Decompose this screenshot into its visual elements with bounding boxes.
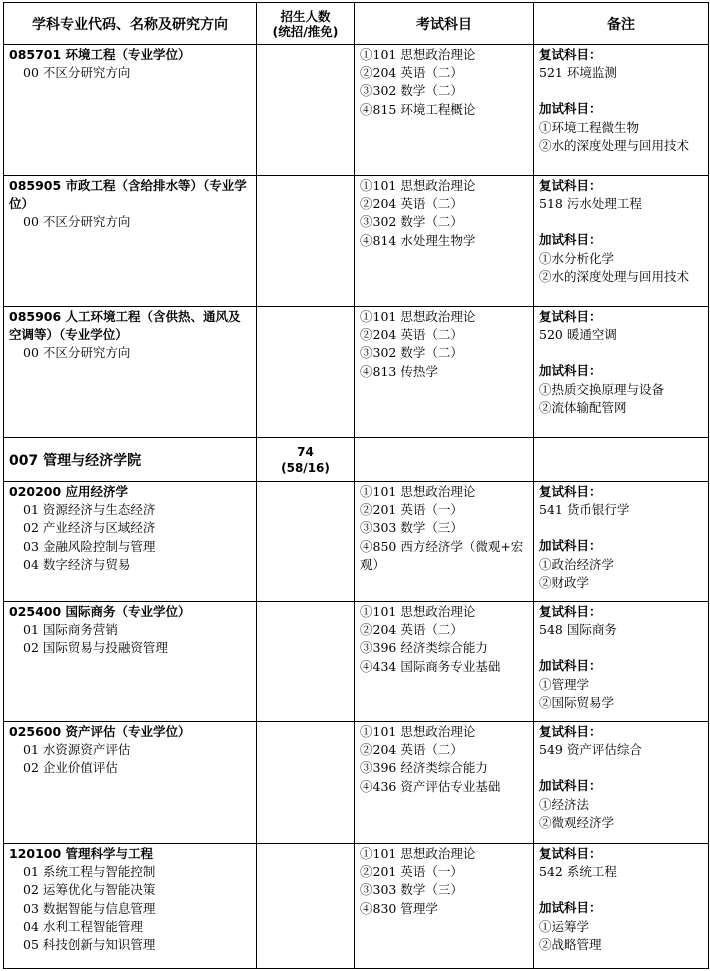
notes-cell <box>534 602 709 722</box>
research-direction: 00 不区分研究方向 <box>23 214 131 230</box>
exam-subject: ③303 数学（三） <box>360 520 463 536</box>
program-cell <box>4 307 257 438</box>
research-direction: 01 水资源资产评估 <box>23 742 131 758</box>
exam-subject: ③396 经济类综合能力 <box>360 760 488 776</box>
header-quota-line2: (统招/推免) <box>272 23 339 39</box>
extra-subject: ①经济法 <box>539 796 590 812</box>
exam-subject: ③396 经济类综合能力 <box>360 640 488 656</box>
research-direction: 04 数字经济与贸易 <box>23 556 131 572</box>
exam-subject: ④814 水处理生物学 <box>360 232 476 248</box>
research-direction: 01 资源经济与生态经济 <box>23 502 156 518</box>
program-name: 085701 环境工程（专业学位） <box>9 47 191 62</box>
exam-subject: ①101 思想政治理论 <box>360 846 476 861</box>
retest-label: 复试科目： <box>539 309 602 324</box>
research-direction: 02 企业价值评估 <box>23 760 118 776</box>
exam-subject: ②204 英语（二） <box>360 196 463 212</box>
quota-cell <box>257 482 355 602</box>
table-row <box>4 482 709 602</box>
notes-gap <box>539 639 704 657</box>
exam-cell <box>355 602 534 722</box>
exam-subject: ①101 思想政治理论 <box>360 47 476 62</box>
extra-subject: ②水的深度处理与回用技术 <box>539 268 690 284</box>
retest-label: 复试科目： <box>539 178 602 193</box>
header-row <box>4 3 709 45</box>
extra-subject: ②流体输配管网 <box>539 399 627 415</box>
exam-subject: ③302 数学（二） <box>360 214 463 230</box>
header-program: 学科专业代码、名称及研究方向 <box>4 3 257 45</box>
table-row <box>4 722 709 844</box>
extra-label: 加试科目： <box>539 538 602 554</box>
research-direction: 00 不区分研究方向 <box>23 345 131 361</box>
retest-subject: 541 货币银行学 <box>539 502 630 518</box>
exam-subject: ④813 传热学 <box>360 363 438 379</box>
table-row <box>4 176 709 307</box>
extra-subject: ②财政学 <box>539 574 590 590</box>
extra-subject: ①运筹学 <box>539 918 590 934</box>
research-direction: 02 产业经济与区域经济 <box>23 520 156 536</box>
quota-cell <box>257 176 355 307</box>
exam-subject: ④436 资产评估专业基础 <box>360 778 501 794</box>
quota-cell <box>257 45 355 176</box>
extra-label: 加试科目： <box>539 363 602 379</box>
school-name: 007 管理与经济学院 <box>9 452 142 469</box>
exam-subject: ③302 数学（二） <box>360 83 463 99</box>
research-direction: 01 系统工程与智能控制 <box>23 864 156 880</box>
table-body-b <box>4 482 709 969</box>
notes-cell <box>534 45 709 176</box>
exam-subject: ①101 思想政治理论 <box>360 178 476 193</box>
program-name: 085906 人工环境工程（含供热、通风及空调等）（专业学位） <box>9 309 241 343</box>
program-name: 085905 市政工程（含给排水等）（专业学位） <box>9 178 247 212</box>
research-direction: 03 数据智能与信息管理 <box>23 900 156 916</box>
notes-gap <box>539 213 704 231</box>
research-direction: 04 水利工程智能管理 <box>23 918 143 934</box>
notes-cell <box>534 844 709 969</box>
retest-subject: 520 暖通空调 <box>539 327 617 343</box>
exam-subject: ①101 思想政治理论 <box>360 724 476 739</box>
exam-subject: ④850 西方经济学（微观+宏观） <box>360 538 524 572</box>
retest-label: 复试科目： <box>539 47 602 62</box>
research-direction: 01 国际商务营销 <box>23 622 118 638</box>
extra-subject: ①水分析化学 <box>539 250 615 266</box>
extra-label: 加试科目： <box>539 232 602 248</box>
retest-label: 复试科目： <box>539 484 602 499</box>
research-direction: 00 不区分研究方向 <box>23 65 131 81</box>
research-direction: 05 科技创新与知识管理 <box>23 937 156 953</box>
exam-cell <box>355 307 534 438</box>
notes-gap <box>539 759 704 777</box>
program-cell <box>4 176 257 307</box>
exam-subject: ③303 数学（三） <box>360 882 463 898</box>
exam-cell <box>355 844 534 969</box>
retest-subject: 518 污水处理工程 <box>539 196 642 212</box>
program-name: 120100 管理科学与工程 <box>9 846 154 861</box>
notes-cell <box>534 722 709 844</box>
retest-subject: 542 系统工程 <box>539 864 617 880</box>
extra-label: 加试科目： <box>539 778 602 794</box>
exam-subject: ④434 国际商务专业基础 <box>360 658 501 674</box>
school-quota-cell <box>257 438 355 482</box>
table-row <box>4 45 709 176</box>
school-quota-total: 74 <box>297 444 314 459</box>
extra-subject: ①热质交换原理与设备 <box>539 381 665 397</box>
extra-subject: ②国际贸易学 <box>539 694 615 710</box>
exam-cell <box>355 482 534 602</box>
notes-gap <box>539 519 704 537</box>
program-name: 025600 资产评估（专业学位） <box>9 724 191 739</box>
extra-subject: ①政治经济学 <box>539 556 615 572</box>
quota-cell <box>257 307 355 438</box>
header-quota-line1: 招生人数 <box>280 8 331 24</box>
notes-cell <box>534 307 709 438</box>
extra-label: 加试科目： <box>539 900 602 916</box>
header-exams: 考试科目 <box>355 3 534 45</box>
program-cell <box>4 722 257 844</box>
header-quota <box>257 3 355 45</box>
table-row <box>4 844 709 969</box>
retest-label: 复试科目： <box>539 724 602 739</box>
exam-subject: ③302 数学（二） <box>360 345 463 361</box>
notes-gap <box>539 344 704 362</box>
extra-subject: ①管理学 <box>539 676 590 692</box>
extra-subject: ②水的深度处理与回用技术 <box>539 137 690 153</box>
program-name: 025400 国际商务（专业学位） <box>9 604 191 619</box>
program-cell <box>4 602 257 722</box>
notes-cell <box>534 176 709 307</box>
extra-subject: ②微观经济学 <box>539 814 615 830</box>
table-row <box>4 602 709 722</box>
school-row <box>4 438 709 482</box>
extra-subject: ①环境工程微生物 <box>539 119 640 135</box>
exam-cell <box>355 722 534 844</box>
quota-cell <box>257 602 355 722</box>
research-direction: 03 金融风险控制与管理 <box>23 538 156 554</box>
exam-subject: ②201 英语（一） <box>360 502 463 518</box>
exam-subject: ②204 英语（二） <box>360 327 463 343</box>
exam-subject: ④815 环境工程概论 <box>360 101 476 117</box>
exam-cell <box>355 45 534 176</box>
extra-label: 加试科目： <box>539 101 602 117</box>
school-exams-cell <box>355 438 534 482</box>
school-notes-cell <box>534 438 709 482</box>
school-section <box>4 438 709 482</box>
table-row <box>4 307 709 438</box>
exam-subject: ②201 英语（一） <box>360 864 463 880</box>
admissions-table <box>3 2 709 969</box>
header-notes: 备注 <box>534 3 709 45</box>
exam-subject: ④830 管理学 <box>360 900 438 916</box>
retest-subject: 521 环境监测 <box>539 65 617 81</box>
notes-gap <box>539 82 704 100</box>
notes-cell <box>534 482 709 602</box>
program-cell <box>4 45 257 176</box>
exam-subject: ②204 英语（二） <box>360 65 463 81</box>
notes-gap <box>539 881 704 899</box>
retest-subject: 549 资产评估综合 <box>539 742 642 758</box>
retest-label: 复试科目： <box>539 846 602 861</box>
exam-subject: ②204 英语（二） <box>360 742 463 758</box>
exam-cell <box>355 176 534 307</box>
retest-label: 复试科目： <box>539 604 602 619</box>
exam-subject: ①101 思想政治理论 <box>360 484 476 499</box>
table-body-a <box>4 45 709 438</box>
research-direction: 02 国际贸易与投融资管理 <box>23 640 168 656</box>
program-name: 020200 应用经济学 <box>9 484 129 499</box>
research-direction: 02 运筹优化与智能决策 <box>23 882 156 898</box>
quota-cell <box>257 844 355 969</box>
exam-subject: ①101 思想政治理论 <box>360 604 476 619</box>
program-cell <box>4 844 257 969</box>
quota-cell <box>257 722 355 844</box>
exam-subject: ①101 思想政治理论 <box>360 309 476 324</box>
school-name-cell <box>4 438 257 482</box>
extra-subject: ②战略管理 <box>539 936 602 952</box>
program-cell <box>4 482 257 602</box>
exam-subject: ②204 英语（二） <box>360 622 463 638</box>
retest-subject: 548 国际商务 <box>539 622 617 638</box>
school-quota-split: (58/16) <box>281 460 330 475</box>
extra-label: 加试科目： <box>539 658 602 674</box>
